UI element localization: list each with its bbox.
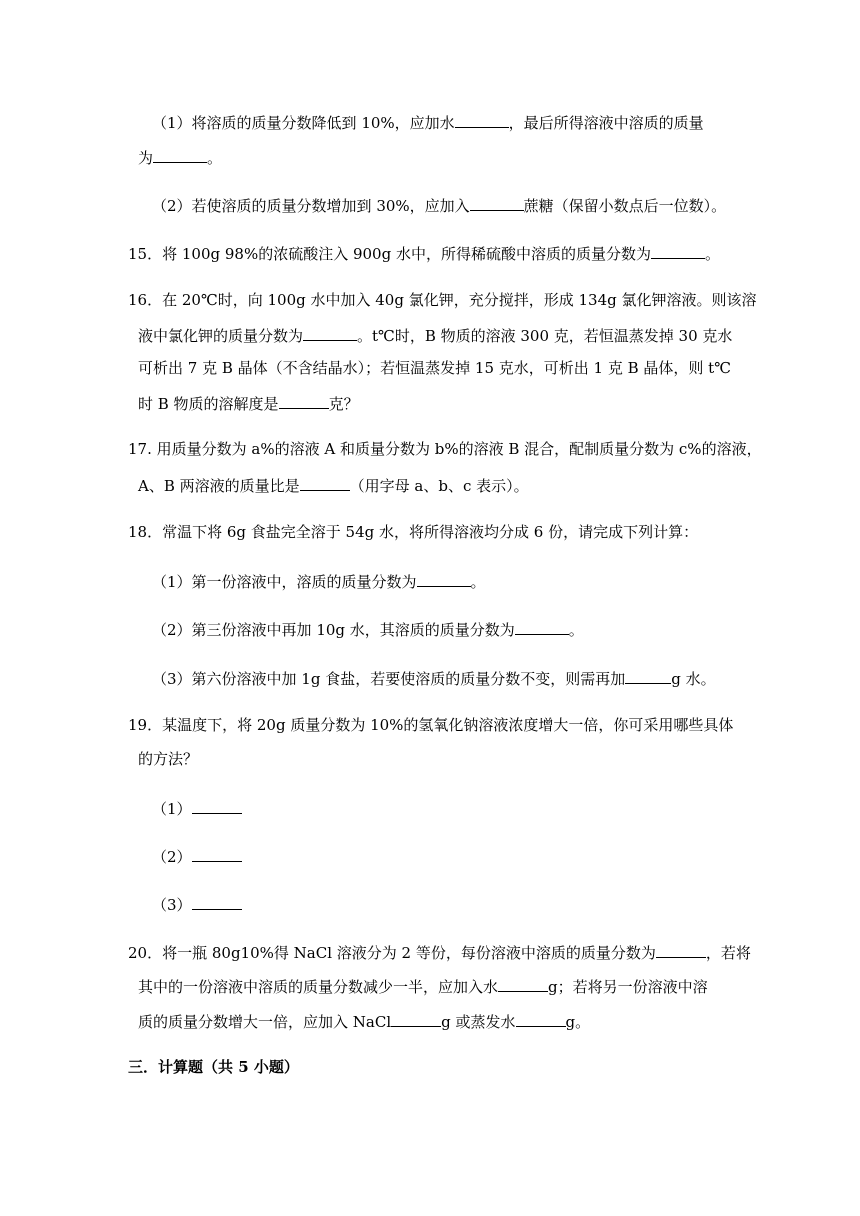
q19-option-label: （3） <box>152 896 192 914</box>
q14-part1-line2 <box>138 145 222 169</box>
q14-part2-text: （2）若使溶质的质量分数增加到 30%，应加入 <box>152 197 470 215</box>
q14-part1-text-end: 。 <box>207 149 223 167</box>
q20-line3 <box>138 1009 590 1033</box>
q18-text: （1）第一份溶液中，溶质的质量分数为 <box>152 573 417 591</box>
answer-blank[interactable] <box>391 1009 441 1027</box>
q20-text: 质的质量分数增大一倍，应加入 NaCl <box>138 1013 392 1031</box>
q16-text: 。t℃时，B 物质的溶液 300 克，若恒温蒸发掉 30 克水 <box>357 327 733 345</box>
q20-text: g 或蒸发水 <box>441 1013 516 1031</box>
q20-line2 <box>138 974 708 998</box>
q15-line <box>128 241 720 265</box>
q20-text: 其中的一份溶液中溶质的质量分数减少一半，应加入水 <box>138 978 499 996</box>
answer-blank[interactable] <box>516 1009 566 1027</box>
q18-stem <box>128 521 698 543</box>
q19-text: 的方法？ <box>138 750 199 768</box>
q20-text: 20．将一瓶 80g10%得 NaCl 溶液分为 2 等份，每份溶液中溶质的质量分数为 <box>128 944 656 962</box>
q18-text: g 水。 <box>671 670 716 688</box>
q16-text: 可析出 7 克 B 晶体（不含结晶水）；若恒温蒸发掉 15 克水，可析出 1 克 B 晶体，则 t℃ <box>138 359 731 377</box>
answer-blank[interactable] <box>625 666 671 684</box>
answer-blank[interactable] <box>455 110 509 128</box>
q14-part1-text-wrap: 为 <box>138 149 154 167</box>
q17-line1 <box>128 438 762 460</box>
q17-text: 17. 用质量分数为 a%的溶液 A 和质量分数为 b%的溶液 B 混合，配制质量分数为 c%的溶液， <box>128 440 762 458</box>
answer-blank[interactable] <box>300 473 350 491</box>
q19-line1 <box>128 714 733 736</box>
q17-text: A、B 两溶液的质量比是 <box>138 477 300 495</box>
q14-part1-text: （1）将溶质的质量分数降低到 10%，应加水 <box>152 114 455 132</box>
answer-blank[interactable] <box>656 940 706 958</box>
q18-text: 18．常温下将 6g 食盐完全溶于 54g 水，将所得溶液均分成 6 份，请完成下列计算： <box>128 523 699 541</box>
answer-blank[interactable] <box>498 974 548 992</box>
answer-blank[interactable] <box>470 193 524 211</box>
answer-blank[interactable] <box>192 844 242 862</box>
q19-line2 <box>138 748 198 770</box>
q14-part2-text-cont: 蔗糖（保留小数点后一位数）。 <box>523 197 727 215</box>
answer-blank[interactable] <box>279 391 329 409</box>
q16-line3 <box>138 357 731 379</box>
q16-text: 液中氯化钾的质量分数为 <box>138 327 304 345</box>
q19-text: 19．某温度下，将 20g 质量分数为 10%的氢氧化钠溶液浓度增大一倍，你可采用哪些具体 <box>128 716 734 734</box>
q18-text: （2）第三份溶液中再加 10g 水，其溶质的质量分数为 <box>152 621 515 639</box>
q16-line4 <box>138 391 359 415</box>
q15-text-end: 。 <box>704 245 720 263</box>
q16-text: 克？ <box>328 395 359 413</box>
section-title: 三．计算题（共 5 小题） <box>128 1058 299 1076</box>
q16-line1 <box>128 289 757 311</box>
answer-blank[interactable] <box>651 241 705 259</box>
q16-text: 16．在 20℃时，向 100g 水中加入 40g 氯化钾，充分搅拌，形成 134g 氯化钾溶液。则该溶 <box>128 291 757 309</box>
answer-blank[interactable] <box>192 796 242 814</box>
q19-option1 <box>152 796 242 820</box>
q18-part1 <box>152 569 486 593</box>
q17-line2 <box>138 473 529 497</box>
q14-part1-text-cont: ，最后所得溶液中溶质的质量 <box>508 114 704 132</box>
q14-part1-line1 <box>152 110 704 134</box>
answer-blank[interactable] <box>303 323 357 341</box>
q20-text: ，若将 <box>705 944 751 962</box>
q19-option-label: （1） <box>152 800 192 818</box>
q18-part2 <box>152 617 584 641</box>
q18-text: 。 <box>568 621 584 639</box>
q20-text: g；若将另一份溶液中溶 <box>548 978 708 996</box>
section-heading <box>128 1056 299 1078</box>
answer-blank[interactable] <box>192 892 242 910</box>
q15-text: 15．将 100g 98%的浓硫酸注入 900g 水中，所得稀硫酸中溶质的质量分数为 <box>128 245 651 263</box>
q17-text: （用字母 a、b、c 表示）。 <box>349 477 529 495</box>
answer-blank[interactable] <box>515 617 569 635</box>
q19-option2 <box>152 844 242 868</box>
q16-text: 时 B 物质的溶解度是 <box>138 395 279 413</box>
q20-text: g。 <box>565 1013 591 1031</box>
q19-option-label: （2） <box>152 848 192 866</box>
q18-part3 <box>152 666 716 690</box>
answer-blank[interactable] <box>153 145 207 163</box>
q19-option3 <box>152 892 242 916</box>
q14-part2-line <box>152 193 726 217</box>
q16-line2 <box>138 323 732 347</box>
q20-line1 <box>128 940 751 964</box>
answer-blank[interactable] <box>417 569 471 587</box>
q18-text: （3）第六份溶液中加 1g 食盐，若要使溶质的质量分数不变，则需再加 <box>152 670 626 688</box>
q18-text: 。 <box>470 573 486 591</box>
